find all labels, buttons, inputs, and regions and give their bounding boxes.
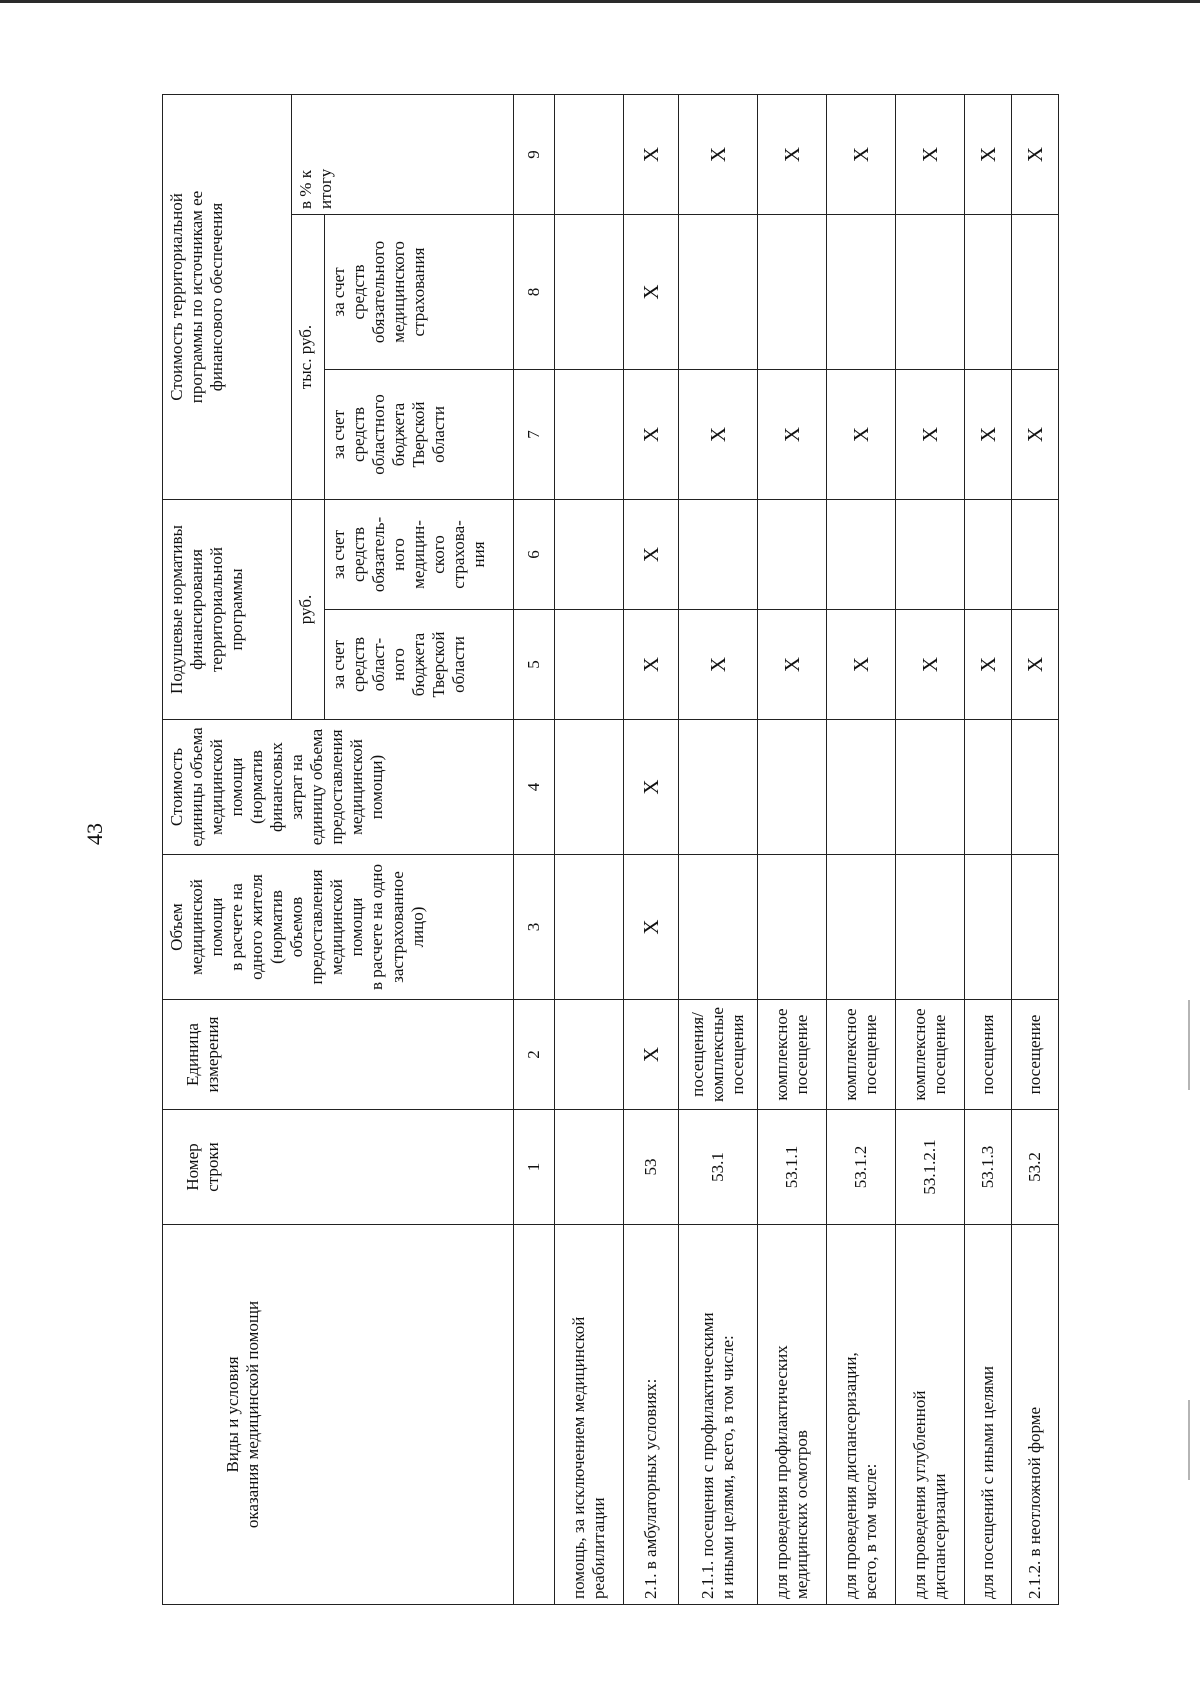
table-cell xyxy=(758,1225,827,1605)
table-cell-value: Х xyxy=(705,656,730,673)
table-cell-value: Х xyxy=(848,146,873,163)
table-cell-value: Х xyxy=(638,146,663,163)
column-number: 9 xyxy=(514,94,555,214)
table-cell-value: 53.2 xyxy=(1024,1152,1044,1182)
financing-table xyxy=(162,94,1059,1605)
table-cell xyxy=(555,1000,624,1110)
table-cell-value: 53.1.3 xyxy=(977,1145,997,1189)
table-cell xyxy=(1012,610,1059,720)
table-row xyxy=(965,94,1012,1604)
table-cell xyxy=(679,214,758,369)
table-cell xyxy=(758,1000,827,1110)
table-cell-value: посещения xyxy=(977,1014,997,1095)
table-row xyxy=(827,94,896,1604)
table-cell-value: Х xyxy=(638,284,663,300)
table-cell xyxy=(555,1225,624,1605)
row-label: для проведения углубленной диспансеризации xyxy=(909,1390,949,1599)
table-cell xyxy=(1012,369,1059,499)
table-row xyxy=(896,94,965,1604)
page-number: 43 xyxy=(82,823,107,845)
table-cell xyxy=(827,94,896,214)
table-cell xyxy=(679,720,758,855)
table-cell xyxy=(624,610,679,720)
table-cell xyxy=(679,369,758,499)
column-number: 3 xyxy=(514,855,555,1000)
table-cell xyxy=(679,610,758,720)
table-cell xyxy=(555,94,624,214)
scan-mark xyxy=(1188,1400,1190,1480)
table-cell xyxy=(896,610,965,720)
table-cell xyxy=(827,610,896,720)
table-cell xyxy=(896,1000,965,1110)
table-cell xyxy=(758,720,827,855)
table-cell-value: Х xyxy=(848,656,873,673)
table-cell xyxy=(965,1110,1012,1225)
table-cell xyxy=(965,499,1012,609)
table-cell xyxy=(896,720,965,855)
row-label: 2.1.1. посещения с профилактическими и иными целями, всего, в том числе: xyxy=(697,1312,737,1599)
table-cell xyxy=(896,1225,965,1605)
table-cell-value: Х xyxy=(917,146,942,163)
table-cell-value: Х xyxy=(975,146,1000,163)
table-row xyxy=(679,94,758,1604)
table-cell-value: 53.1.2 xyxy=(850,1145,870,1189)
table-cell xyxy=(1012,499,1059,609)
table-cell xyxy=(965,1225,1012,1605)
table-cell-value: 53.1 xyxy=(707,1152,727,1182)
table-cell-value: Х xyxy=(975,426,1000,443)
table-cell xyxy=(965,610,1012,720)
table-cell-value: Х xyxy=(1022,426,1047,443)
table-cell xyxy=(624,499,679,609)
table-cell xyxy=(758,94,827,214)
table-cell xyxy=(827,1000,896,1110)
table-cell-value: Х xyxy=(638,779,663,795)
table-cell xyxy=(1012,720,1059,855)
table-cell-value: посещения/ комплексные посещения xyxy=(687,1007,748,1102)
table-cell xyxy=(1012,1000,1059,1110)
table-cell xyxy=(758,1110,827,1225)
header-cell-type: Виды и условия оказания медицинской помощи xyxy=(163,1225,514,1605)
table-cell-value: 53.1.2.1 xyxy=(919,1139,939,1195)
table-cell-value: комплексное посещение xyxy=(771,1008,811,1101)
row-label: 2.1.2. в неотложной форме xyxy=(1024,1406,1044,1599)
table-row xyxy=(758,94,827,1604)
header-cell-col6: за счет средств обязатель- ного медицин- ского страхова- ния xyxy=(325,499,514,609)
column-number: 7 xyxy=(514,369,555,499)
row-label: 2.1. в амбулаторных условиях: xyxy=(640,1378,660,1599)
header-cell-col8: за счет средств обязательного медицинского страхования xyxy=(325,214,514,369)
table-cell xyxy=(758,214,827,369)
table-cell-value: комплексное посещение xyxy=(909,1008,949,1101)
table-cell xyxy=(758,369,827,499)
table-cell xyxy=(965,369,1012,499)
table-cell xyxy=(679,499,758,609)
column-number: 8 xyxy=(514,214,555,369)
table-row xyxy=(555,94,624,1604)
table-row xyxy=(1012,94,1059,1604)
header-cell-per-capita: Подушевые нормативы финансирования территориальной программы xyxy=(163,499,292,719)
table-cell xyxy=(1012,855,1059,1000)
column-numbers-row xyxy=(514,94,555,1604)
table-cell-value: 53 xyxy=(640,1158,660,1176)
table-cell xyxy=(896,369,965,499)
table-cell-value: Х xyxy=(779,656,804,673)
table-cell-value: 53.1.1 xyxy=(781,1145,801,1189)
table-cell-value: Х xyxy=(779,146,804,163)
table-cell xyxy=(965,1000,1012,1110)
row-label: для посещений с иными целями xyxy=(977,1365,997,1599)
table-cell xyxy=(555,610,624,720)
table-body xyxy=(555,94,1059,1604)
table-cell xyxy=(827,855,896,1000)
header-cell-percent: в % к итогу xyxy=(292,94,514,214)
table-cell xyxy=(827,214,896,369)
table-cell xyxy=(679,94,758,214)
table-cell xyxy=(827,720,896,855)
table-cell-value: посещение xyxy=(1024,1014,1044,1095)
table-cell xyxy=(624,720,679,855)
table-cell xyxy=(896,1110,965,1225)
table-cell xyxy=(624,1225,679,1605)
table-cell-value: Х xyxy=(975,656,1000,673)
table-cell xyxy=(896,855,965,1000)
header-cell-program-cost: Стоимость территориальной программы по источникам ее финансового обеспечения xyxy=(163,94,292,499)
table-cell xyxy=(965,214,1012,369)
table-cell xyxy=(624,1110,679,1225)
row-label: для проведения диспансеризации, всего, в том числе: xyxy=(840,1352,880,1599)
header-cell-thousand-rub: тыс. руб. xyxy=(292,214,325,499)
table-cell-value: Х xyxy=(638,919,663,935)
table-cell-value: Х xyxy=(1022,146,1047,163)
scan-mark xyxy=(1188,1000,1190,1090)
table-cell xyxy=(827,499,896,609)
table-cell-value: Х xyxy=(705,426,730,443)
column-number: 1 xyxy=(514,1110,555,1225)
table-cell-value: Х xyxy=(705,146,730,163)
table-cell xyxy=(827,369,896,499)
header-cell-cost: Стоимость единицы объема медицинской помощи (норматив финансовых затрат на единицу объема предоставления медицинской помощи) xyxy=(163,720,514,855)
scan-top-edge xyxy=(0,0,1200,3)
table-cell-value: Х xyxy=(779,426,804,443)
table-cell xyxy=(679,855,758,1000)
table-cell-value: Х xyxy=(638,1046,663,1063)
table-row xyxy=(624,94,679,1604)
header-cell-col5: за счет средств област- ного бюджета Тверской области xyxy=(325,610,514,720)
table-cell xyxy=(758,499,827,609)
table-cell xyxy=(965,855,1012,1000)
column-number: 5 xyxy=(514,610,555,720)
column-number: 6 xyxy=(514,499,555,609)
table-cell xyxy=(758,610,827,720)
table-cell xyxy=(679,1000,758,1110)
table-cell-value: Х xyxy=(638,426,663,443)
row-label: для проведения профилактических медицинских осмотров xyxy=(771,1345,811,1599)
column-number-blank xyxy=(514,1225,555,1605)
header-cell-volume: Объем медицинской помощи в расчете на одного жителя (норматив объемов предоставления медицинской помощи в расчете на одно застрахованное лицо) xyxy=(163,855,514,1000)
table-cell xyxy=(555,214,624,369)
table-cell xyxy=(965,94,1012,214)
table-cell xyxy=(827,1225,896,1605)
table-cell xyxy=(555,369,624,499)
table-cell xyxy=(555,499,624,609)
table-cell-value: Х xyxy=(917,656,942,673)
table-cell xyxy=(624,1000,679,1110)
table-cell xyxy=(624,855,679,1000)
table-cell xyxy=(1012,94,1059,214)
header-row-1 xyxy=(163,94,292,1604)
table-cell-value: Х xyxy=(638,546,663,563)
table-cell xyxy=(827,1110,896,1225)
header-cell-row-number: Номер строки xyxy=(163,1110,514,1225)
table-cell xyxy=(624,214,679,369)
financing-table-wrapper xyxy=(162,95,1047,1605)
column-number: 2 xyxy=(514,1000,555,1110)
table-cell xyxy=(758,855,827,1000)
header-cell-unit: Единица измерения xyxy=(163,1000,514,1110)
table-cell xyxy=(679,1110,758,1225)
table-cell xyxy=(624,369,679,499)
table-cell-value: комплексное посещение xyxy=(840,1008,880,1101)
table-cell-value: Х xyxy=(917,426,942,443)
table-cell xyxy=(896,499,965,609)
table-cell xyxy=(555,855,624,1000)
row-label: помощь, за исключением медицинской реабилитации xyxy=(568,1316,608,1599)
column-number: 4 xyxy=(514,720,555,855)
header-cell-col7: за счет средств областного бюджета Тверской области xyxy=(325,369,514,499)
table-cell xyxy=(555,720,624,855)
table-cell xyxy=(896,94,965,214)
table-cell xyxy=(555,1110,624,1225)
table-cell xyxy=(1012,1110,1059,1225)
table-cell xyxy=(1012,1225,1059,1605)
table-cell-value: Х xyxy=(1022,656,1047,673)
table-cell xyxy=(1012,214,1059,369)
table-cell-value: Х xyxy=(848,426,873,443)
table-cell xyxy=(679,1225,758,1605)
table-cell xyxy=(624,94,679,214)
table-cell xyxy=(965,720,1012,855)
header-cell-rub: руб. xyxy=(292,499,325,719)
table-cell-value: Х xyxy=(638,656,663,673)
table-cell xyxy=(896,214,965,369)
